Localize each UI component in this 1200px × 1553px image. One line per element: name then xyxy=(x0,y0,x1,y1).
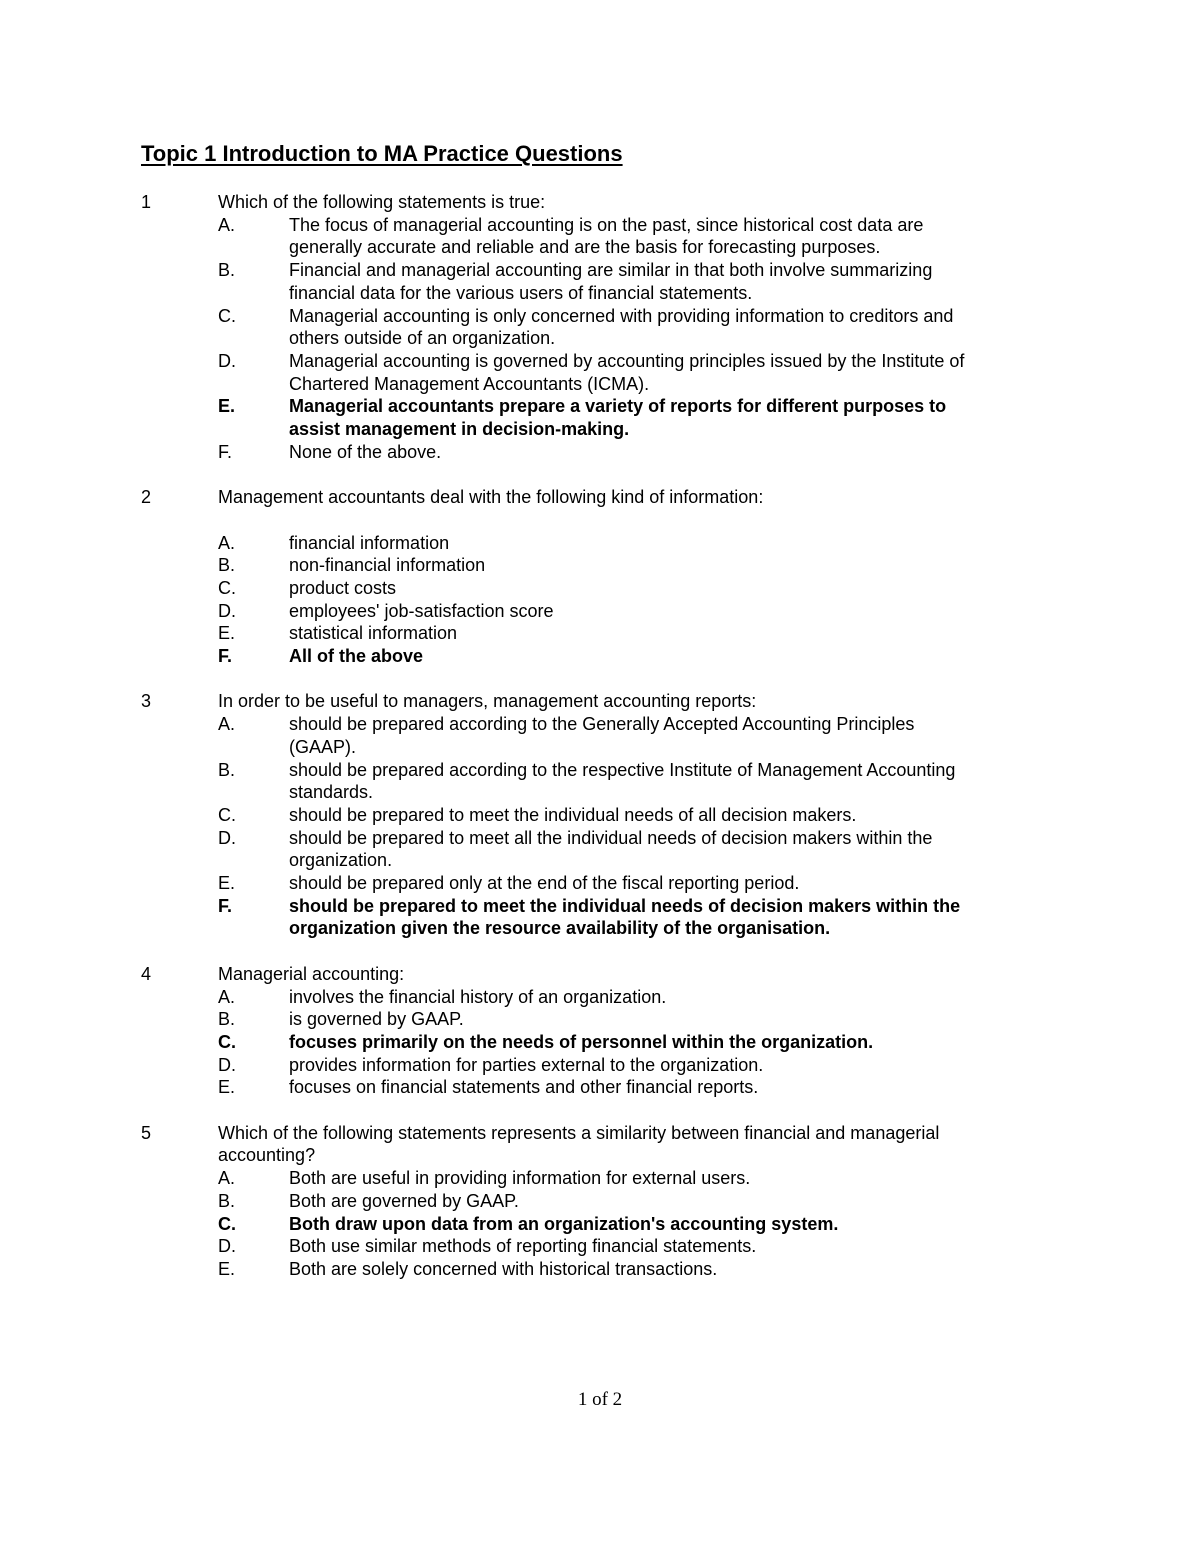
option-letter: F. xyxy=(218,895,233,916)
answer-option xyxy=(218,1167,981,1190)
answer-option xyxy=(218,1235,981,1258)
option-letter: E. xyxy=(218,396,236,417)
option-letter: C. xyxy=(218,1213,236,1234)
question-item xyxy=(141,690,981,940)
page-number: 1 of 2 xyxy=(577,1389,623,1410)
answer-option xyxy=(218,554,981,577)
option-text: Financial and managerial accounting are similar in that both involve summarizing financial data for the various users of financial statements. xyxy=(289,260,933,303)
answer-option xyxy=(218,532,981,555)
option-text: should be prepared only at the end of the fiscal reporting period. xyxy=(289,873,800,894)
option-text: Both are solely concerned with historical transactions. xyxy=(289,1258,718,1279)
answer-option xyxy=(218,441,981,464)
answer-option xyxy=(218,577,981,600)
answer-option xyxy=(218,600,981,623)
option-letter: E. xyxy=(218,1258,236,1279)
option-letter: C. xyxy=(218,577,236,598)
option-letter: C. xyxy=(218,1031,236,1052)
option-text: Managerial accountants prepare a variety of reports for different purposes to assist management in decision-making. xyxy=(289,396,947,440)
option-letter: A. xyxy=(218,532,236,553)
question-stem: Managerial accounting: xyxy=(218,963,405,984)
question-stem: Which of the following statements represents a similarity between financial and managerial accounting? xyxy=(218,1122,940,1166)
answer-option xyxy=(218,305,981,350)
question-item xyxy=(141,191,981,463)
option-text: should be prepared according to the respective Institute of Management Accounting standards. xyxy=(289,759,956,803)
answer-option xyxy=(218,1008,981,1031)
answer-option xyxy=(218,259,981,304)
answer-option xyxy=(218,986,981,1009)
answer-option-correct xyxy=(218,1213,981,1236)
question-stem: Which of the following statements is true: xyxy=(218,192,546,212)
option-text: Managerial accounting is governed by accounting principles issued by the Institute of Chartered Management Accountants (ICMA). xyxy=(289,350,965,394)
option-letter: D. xyxy=(218,1054,236,1075)
option-text: Both are governed by GAAP. xyxy=(289,1190,519,1211)
option-text: employees' job-satisfaction score xyxy=(289,600,554,621)
option-text: financial information xyxy=(289,532,450,553)
answer-option xyxy=(218,1054,981,1077)
option-letter: B. xyxy=(218,759,236,780)
option-text: Both use similar methods of reporting financial statements. xyxy=(289,1236,757,1257)
option-letter: C. xyxy=(218,305,236,326)
option-text: Managerial accounting is only concerned with providing information to creditors and others outside of an organization. xyxy=(289,305,954,349)
option-text: should be prepared to meet the individual needs of all decision makers. xyxy=(289,804,857,825)
option-letter: A. xyxy=(218,714,236,735)
question-item xyxy=(141,486,981,668)
option-text: The focus of managerial accounting is on the past, since historical cost data are generally accurate and reliable and are the basis for forecasting purposes. xyxy=(289,214,924,258)
option-letter: B. xyxy=(218,1190,236,1211)
option-text: should be prepared according to the Generally Accepted Accounting Principles (GAAP). xyxy=(289,714,915,757)
option-letter: E. xyxy=(218,873,236,894)
answer-option xyxy=(218,1076,981,1099)
question-list xyxy=(141,191,981,1303)
answer-option xyxy=(218,872,981,895)
document-title: Topic 1 Introduction to MA Practice Questions xyxy=(141,141,623,166)
question-stem: In order to be useful to managers, management accounting reports: xyxy=(218,691,757,712)
question-number: 1 xyxy=(141,192,152,212)
option-letter: D. xyxy=(218,350,236,371)
option-letter: E. xyxy=(218,1077,236,1098)
question-item xyxy=(141,963,981,1099)
answer-option-correct xyxy=(218,1031,981,1054)
question-stem: Management accountants deal with the following kind of information: xyxy=(218,487,764,508)
option-text: Both draw upon data from an organization's accounting system. xyxy=(289,1213,839,1234)
answer-option xyxy=(218,713,981,758)
option-letter: B. xyxy=(218,260,236,281)
option-text: should be prepared to meet all the individual needs of decision makers within the organization. xyxy=(289,827,933,871)
option-letter: E. xyxy=(218,623,236,644)
option-text: All of the above xyxy=(289,646,424,667)
option-letter: C. xyxy=(218,804,236,825)
option-text: involves the financial history of an organization. xyxy=(289,986,667,1007)
option-letter: F. xyxy=(218,646,233,667)
answer-option xyxy=(218,622,981,645)
option-letter: B. xyxy=(218,555,236,576)
question-number: 5 xyxy=(141,1122,152,1143)
option-text: is governed by GAAP. xyxy=(289,1009,464,1030)
option-text: focuses primarily on the needs of personnel within the organization. xyxy=(289,1031,874,1052)
option-letter: F. xyxy=(218,441,233,462)
question-number: 4 xyxy=(141,963,152,984)
question-item xyxy=(141,1122,981,1281)
option-text: None of the above. xyxy=(289,441,442,462)
stem-spacer xyxy=(141,509,981,532)
option-text: provides information for parties external to the organization. xyxy=(289,1054,764,1075)
option-letter: A. xyxy=(218,214,236,235)
option-letter: D. xyxy=(218,827,236,848)
answer-option xyxy=(218,1190,981,1213)
option-letter: A. xyxy=(218,1168,236,1189)
option-text: Both are useful in providing information for external users. xyxy=(289,1168,751,1189)
option-letter: A. xyxy=(218,986,236,1007)
option-text: product costs xyxy=(289,577,397,598)
answer-option-correct xyxy=(218,645,981,668)
option-letter: D. xyxy=(218,1236,236,1257)
option-letter: D. xyxy=(218,600,236,621)
option-text: non-financial information xyxy=(289,555,486,576)
question-number: 2 xyxy=(141,487,152,508)
answer-option xyxy=(218,350,981,395)
answer-option xyxy=(218,759,981,804)
option-text: should be prepared to meet the individual needs of decision makers within the organization given the resource availability of the organisation. xyxy=(289,895,961,939)
question-number: 3 xyxy=(141,691,152,712)
answer-option xyxy=(218,214,981,259)
answer-option xyxy=(218,1258,981,1281)
answer-option xyxy=(218,827,981,872)
option-text: statistical information xyxy=(289,623,458,644)
answer-option-correct xyxy=(218,395,981,440)
option-letter: B. xyxy=(218,1009,236,1030)
answer-option-correct xyxy=(218,895,981,940)
answer-option xyxy=(218,804,981,827)
option-text: focuses on financial statements and other financial reports. xyxy=(289,1077,759,1098)
